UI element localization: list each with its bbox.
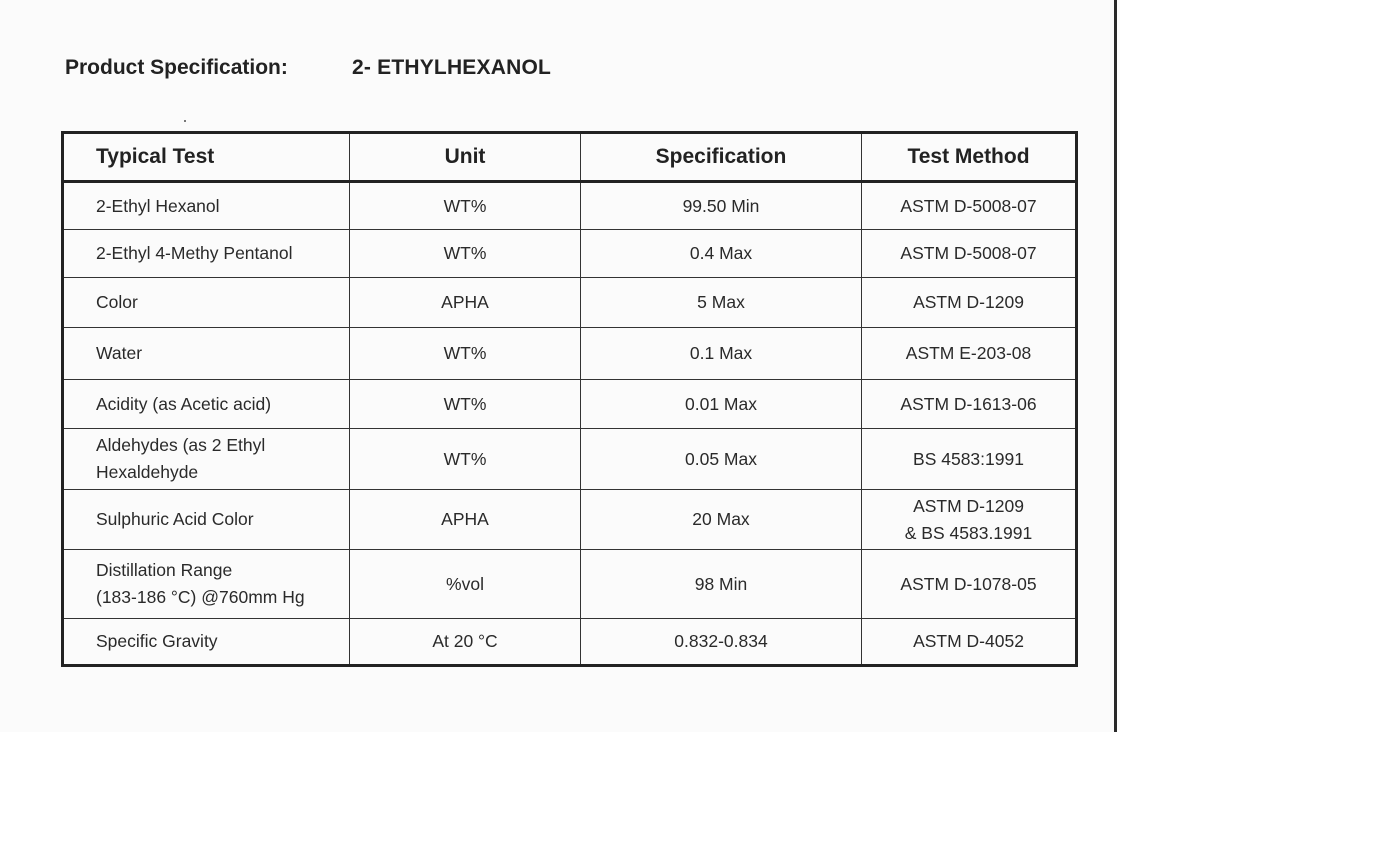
cell-method: ASTM E-203-08 [862, 328, 1077, 380]
cell-unit: APHA [350, 490, 581, 550]
table-row [63, 619, 1077, 666]
specification-table [61, 131, 1078, 667]
cell-method: ASTM D-4052 [862, 619, 1077, 666]
cell-specification: 0.01 Max [581, 380, 862, 429]
header-specification: Specification [581, 133, 862, 182]
cell-method-line-1: ASTM D-1209 [913, 495, 1024, 516]
product-name: 2- ETHYLHEXANOL [352, 56, 552, 79]
page-edge-divider [1114, 0, 1117, 732]
cell-specification: 0.1 Max [581, 328, 862, 380]
header-typical-test: Typical Test [63, 133, 350, 182]
cell-test: Specific Gravity [63, 619, 350, 666]
cell-unit: %vol [350, 550, 581, 619]
cell-test: 2-Ethyl 4-Methy Pentanol [63, 230, 350, 278]
table-row [63, 230, 1077, 278]
header-test-method: Test Method [862, 133, 1077, 182]
cell-specification: 99.50 Min [581, 182, 862, 230]
cell-test [63, 550, 350, 619]
cell-test-line-1: Distillation Range [96, 560, 233, 580]
cell-test: Color [63, 278, 350, 328]
document-title [65, 56, 551, 86]
scan-speck [184, 120, 186, 122]
table-row [63, 328, 1077, 380]
cell-test [63, 429, 350, 490]
table-row [63, 550, 1077, 619]
cell-test-line-2: (183-186 °C) @760mm Hg [96, 587, 305, 607]
cell-method: ASTM D-1613-06 [862, 380, 1077, 429]
header-unit: Unit [350, 133, 581, 182]
cell-method: BS 4583:1991 [862, 429, 1077, 490]
cell-specification: 20 Max [581, 490, 862, 550]
cell-method [862, 490, 1077, 550]
table-row [63, 490, 1077, 550]
cell-unit: WT% [350, 230, 581, 278]
table-row [63, 429, 1077, 490]
cell-specification: 0.4 Max [581, 230, 862, 278]
cell-unit: WT% [350, 182, 581, 230]
cell-test-line-2: Hexaldehyde [96, 462, 199, 482]
cell-method: ASTM D-5008-07 [862, 230, 1077, 278]
cell-specification: 5 Max [581, 278, 862, 328]
cell-specification: 0.05 Max [581, 429, 862, 490]
cell-method-line-2: & BS 4583.1991 [904, 522, 1033, 543]
table-row [63, 278, 1077, 328]
cell-unit: WT% [350, 429, 581, 490]
cell-method: ASTM D-1078-05 [862, 550, 1077, 619]
table-row [63, 182, 1077, 230]
cell-test: Acidity (as Acetic acid) [63, 380, 350, 429]
cell-specification: 98 Min [581, 550, 862, 619]
table-header-row [63, 133, 1077, 182]
title-label: Product Specification: [65, 56, 288, 79]
cell-test-line-1: Aldehydes (as 2 Ethyl [96, 435, 266, 455]
table-row [63, 380, 1077, 429]
cell-test: Sulphuric Acid Color [63, 490, 350, 550]
cell-unit: At 20 °C [350, 619, 581, 666]
cell-method: ASTM D-5008-07 [862, 182, 1077, 230]
cell-method: ASTM D-1209 [862, 278, 1077, 328]
cell-unit: APHA [350, 278, 581, 328]
cell-unit: WT% [350, 328, 581, 380]
cell-test: 2-Ethyl Hexanol [63, 182, 350, 230]
cell-unit: WT% [350, 380, 581, 429]
cell-test: Water [63, 328, 350, 380]
cell-specification: 0.832-0.834 [581, 619, 862, 666]
